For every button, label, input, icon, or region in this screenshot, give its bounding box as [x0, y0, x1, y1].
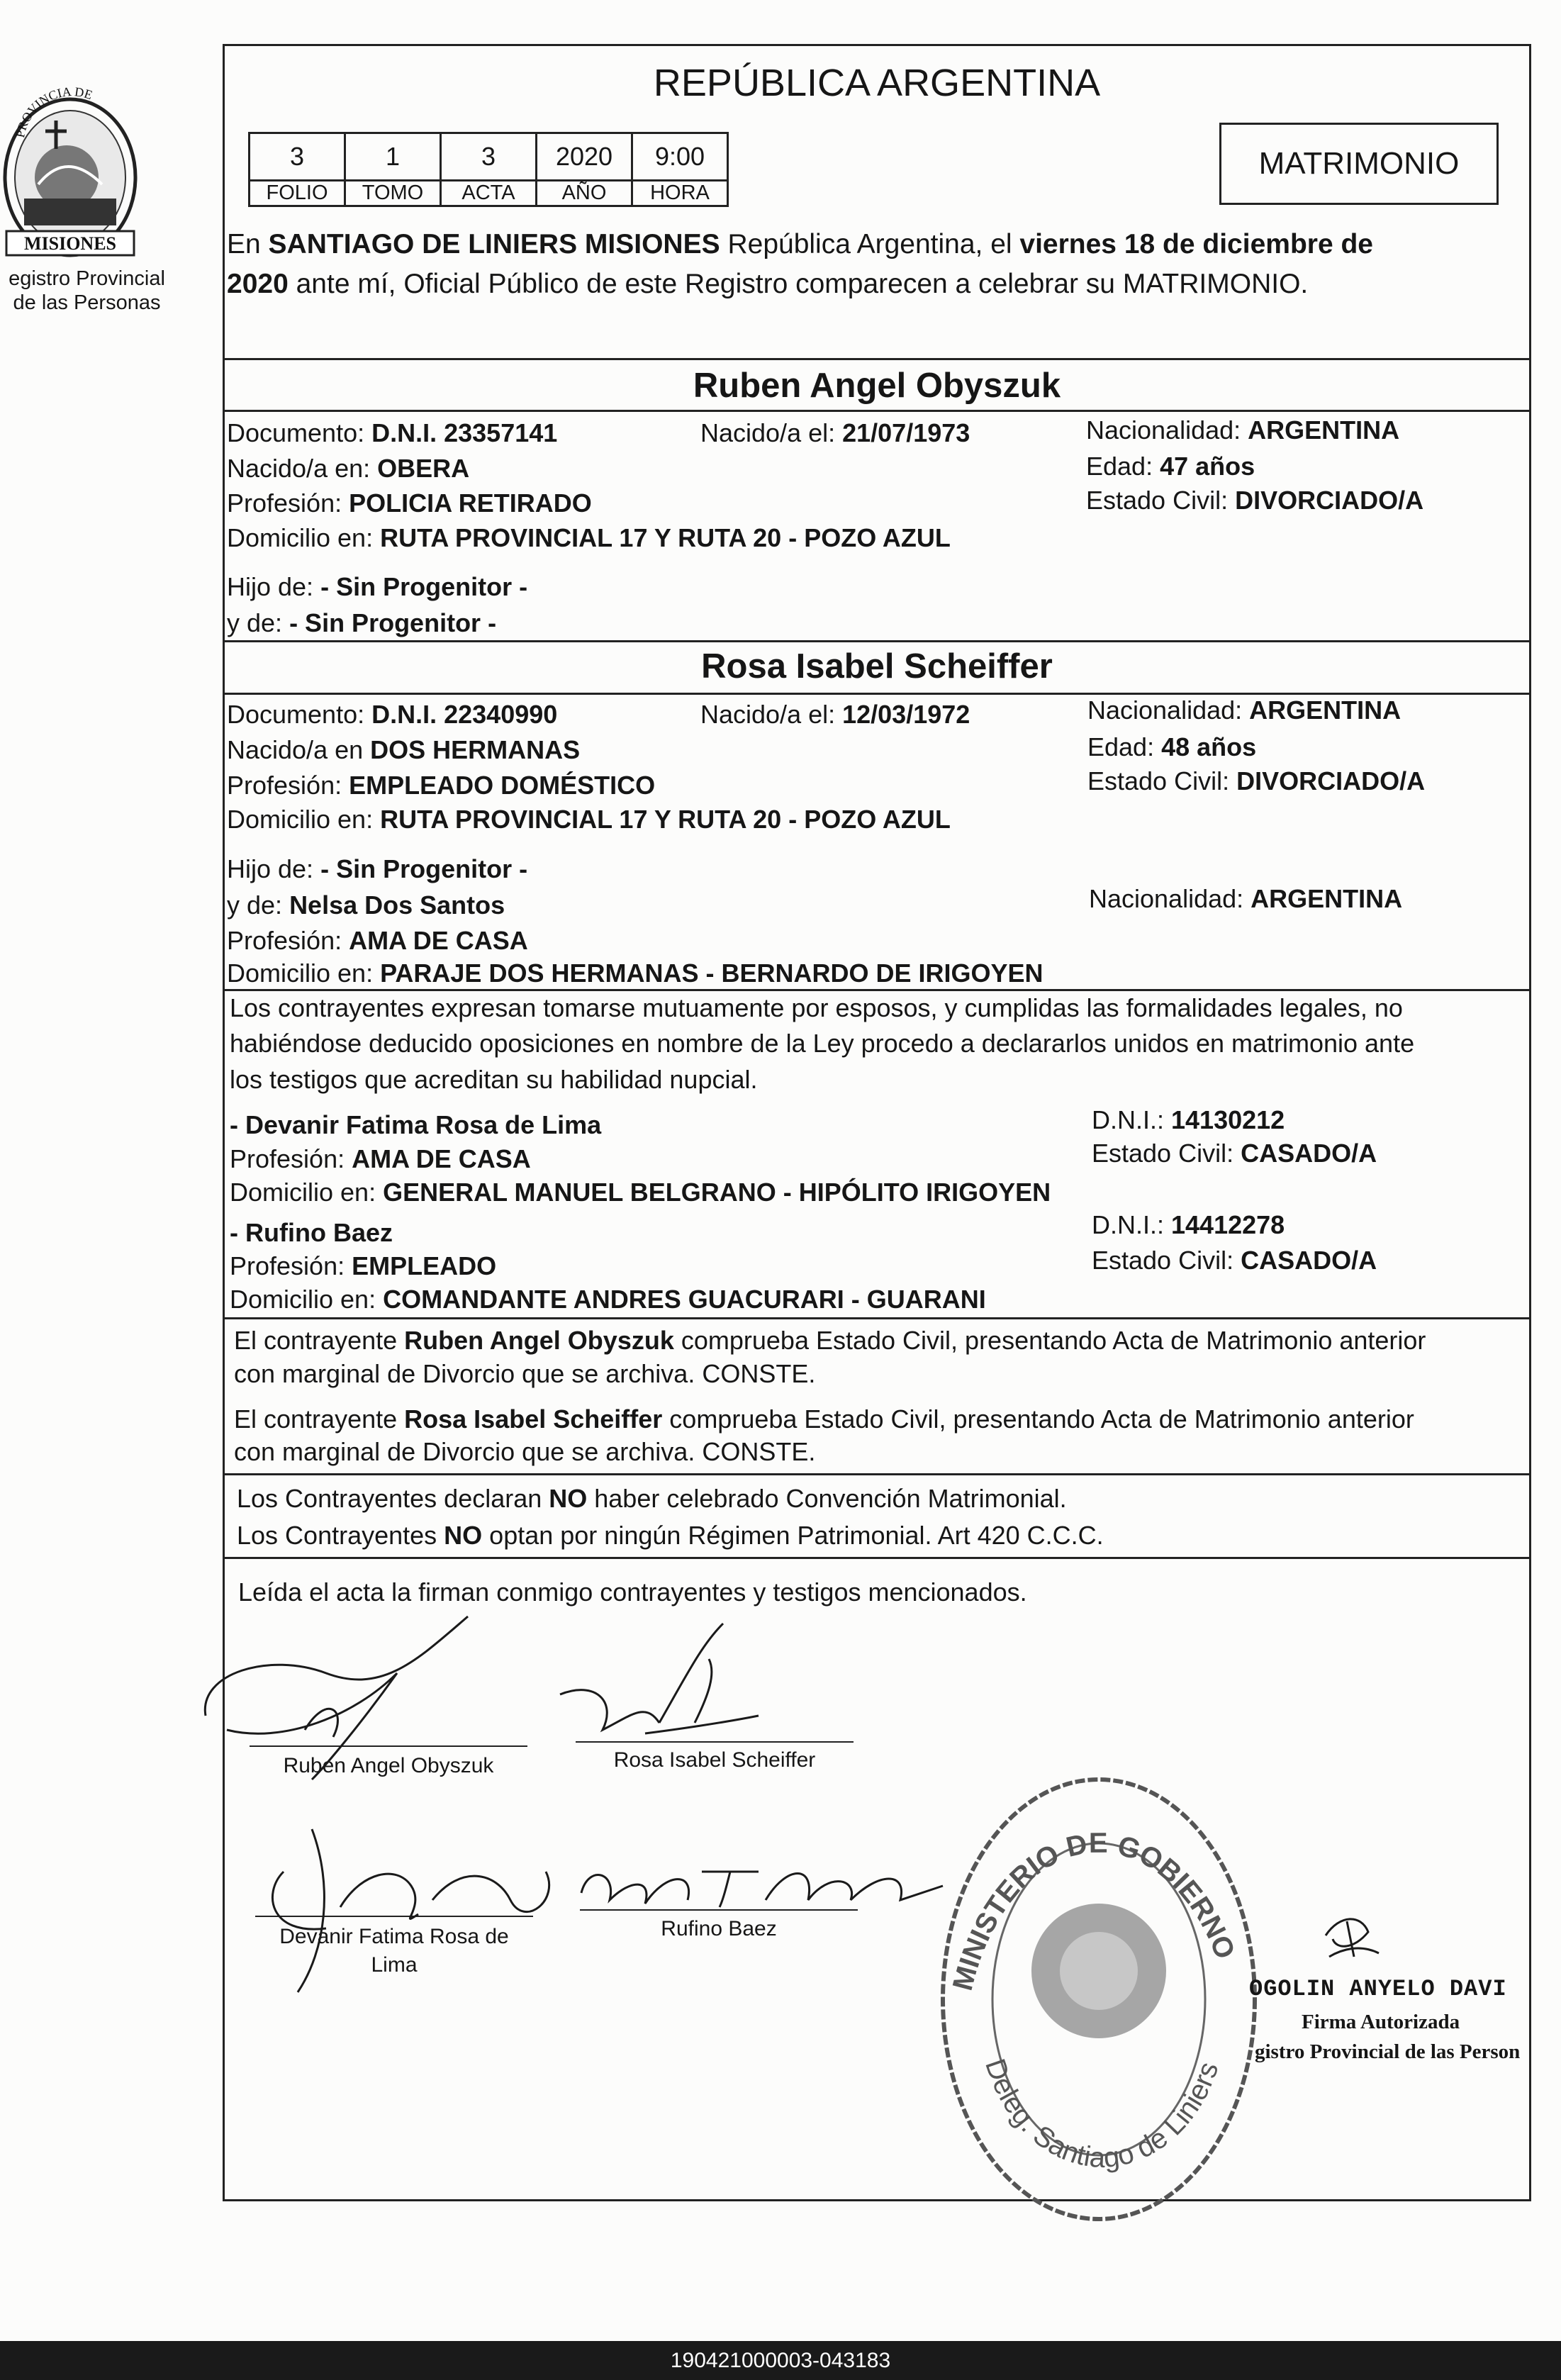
- bride-mother-address: [227, 961, 1044, 986]
- bride-signature: [553, 1616, 766, 1751]
- groom-birthdate: [700, 420, 970, 446]
- proof-text: El contrayente: [234, 1404, 405, 1434]
- witness1-signature: [241, 1787, 574, 1999]
- field-value: ARGENTINA: [1248, 415, 1400, 445]
- proof-text: El contrayente: [234, 1326, 405, 1355]
- field-label: Nacido/a en:: [227, 454, 378, 483]
- divider: [223, 693, 1531, 695]
- seal-top-text: MINISTERIO DE GOBIERNO: [946, 1827, 1241, 1994]
- divider: [223, 410, 1531, 412]
- official-office: gistro Provincial de las Person: [1255, 2040, 1521, 2063]
- declaration-line-1: Los contrayentes expresan tomarse mutuamente por esposos, y cumplidas las formalidades legales, no: [230, 993, 1403, 1022]
- logo-arc-text: PROVINCIA DE: [13, 84, 94, 139]
- witness2-signature-label: Rufino Baez: [661, 1917, 777, 1940]
- intro-line-2: [227, 263, 1308, 306]
- intro-place: SANTIAGO DE LINIERS MISIONES: [268, 229, 720, 259]
- field-value: DOS HERMANAS: [370, 735, 581, 764]
- divider: [223, 989, 1531, 991]
- divider: [223, 1557, 1531, 1559]
- intro-date: viernes 18 de diciembre de: [1019, 229, 1373, 259]
- svg-text:Deleg. Santiago de Liniers: [979, 2055, 1224, 2174]
- field-value: - Rufino Baez: [230, 1218, 393, 1247]
- declaration-line-2: habiéndose deducido oposiciones en nombre de la Ley procedo a declararlos unidos en matrimonio ante: [230, 1029, 1415, 1058]
- field-value: 12/03/1972: [842, 700, 970, 729]
- field-value: - Sin Progenitor -: [320, 854, 528, 883]
- record-type-box: MATRIMONIO: [1219, 123, 1499, 205]
- field-label: Nacionalidad:: [1089, 884, 1251, 913]
- tomo-value: 1: [345, 133, 441, 181]
- field-value: 21/07/1973: [842, 418, 970, 447]
- field-value: Nelsa Dos Santos: [289, 890, 505, 920]
- groom-name-title: Ruben Angel Obyszuk: [693, 367, 1061, 405]
- field-value: - Devanir Fatima Rosa de Lima: [230, 1110, 602, 1139]
- hora-label: HORA: [632, 181, 728, 206]
- bride-name-title: Rosa Isabel Scheiffer: [701, 647, 1053, 686]
- field-value: AMA DE CASA: [352, 1144, 531, 1173]
- regime-text: haber celebrado Convención Matrimonial.: [587, 1484, 1067, 1513]
- field-label: Domicilio en:: [230, 1285, 384, 1314]
- groom-nationality: [1086, 415, 1400, 445]
- field-value: PARAJE DOS HERMANAS - BERNARDO DE IRIGOYEN: [380, 959, 1044, 988]
- witness1-signature-label-line1: Devanir Fatima Rosa de: [279, 1925, 509, 1948]
- groom-profession: [227, 488, 592, 518]
- witness1-profession: [230, 1146, 531, 1172]
- groom-address: [227, 525, 951, 551]
- field-label: D.N.I.:: [1092, 1210, 1172, 1239]
- field-label: Documento:: [227, 700, 372, 729]
- field-label: Hijo de:: [227, 854, 321, 883]
- regime-emphasis: NO: [444, 1521, 483, 1550]
- groom-proof-line-1: [234, 1328, 1426, 1353]
- field-value: - Sin Progenitor -: [289, 608, 497, 637]
- field-value: RUTA PROVINCIAL 17 Y RUTA 20 - POZO AZUL: [380, 805, 951, 834]
- folio-value: 3: [250, 133, 345, 181]
- field-label: Nacido/a en: [227, 735, 371, 764]
- field-value: D.N.I. 22340990: [371, 700, 558, 729]
- field-label: Estado Civil:: [1086, 486, 1236, 515]
- record-index-table: [248, 132, 729, 207]
- logo-caption: [0, 267, 174, 315]
- field-label: Profesión:: [227, 926, 349, 955]
- field-label: Documento:: [227, 418, 372, 447]
- proof-text: comprueba Estado Civil, presentando Acta de Matrimonio anterior: [673, 1326, 1426, 1355]
- groom-proof-line-2: con marginal de Divorcio que se archiva. CONSTE.: [234, 1359, 816, 1388]
- field-value: POLICIA RETIRADO: [349, 488, 592, 518]
- intro-text: República Argentina, el: [720, 229, 1020, 259]
- witness1-signature-label-line2: Lima: [371, 1953, 418, 1977]
- bride-address: [227, 807, 951, 832]
- folio-label: FOLIO: [250, 181, 345, 206]
- scan-footer-bar: [0, 2341, 1561, 2380]
- intro-line-1: [227, 223, 1373, 266]
- field-value: 48 años: [1161, 732, 1257, 761]
- bride-mother: [227, 890, 505, 920]
- groom-age: [1086, 454, 1255, 479]
- official-initials-signature: [1319, 1907, 1382, 1964]
- field-label: Profesión:: [227, 771, 349, 800]
- field-label: Domicilio en:: [230, 1178, 384, 1207]
- bride-age: [1087, 734, 1256, 760]
- field-value: CASADO/A: [1241, 1246, 1377, 1275]
- record-values-row: [250, 133, 728, 181]
- field-label: Hijo de:: [227, 572, 321, 601]
- intro-year: 2020: [227, 269, 289, 299]
- field-label: Estado Civil:: [1087, 766, 1237, 795]
- intro-text: ante mí, Oficial Público de este Registro comparecen a celebrar su MATRIMONIO.: [288, 269, 1309, 299]
- anio-value: 2020: [537, 133, 632, 181]
- witness2-address: [230, 1287, 986, 1312]
- field-value: OBERA: [377, 454, 470, 483]
- field-label: Profesión:: [230, 1144, 352, 1173]
- groom-birthplace: [227, 456, 469, 481]
- logo-caption-line1: egistro Provincial: [9, 267, 165, 290]
- regime-text: Los Contrayentes: [237, 1521, 444, 1550]
- field-value: ARGENTINA: [1251, 884, 1403, 913]
- field-label: Nacionalidad:: [1087, 695, 1250, 725]
- bride-nationality: [1087, 695, 1401, 725]
- field-value: DIVORCIADO/A: [1236, 766, 1426, 795]
- field-value: 14130212: [1171, 1105, 1285, 1134]
- field-value: GENERAL MANUEL BELGRANO - HIPÓLITO IRIGOYEN: [383, 1178, 1051, 1207]
- regime-emphasis: NO: [549, 1484, 588, 1513]
- field-label: Nacido/a el:: [700, 700, 843, 729]
- bride-birthplace: [227, 737, 580, 763]
- bride-mother-nationality: [1089, 886, 1402, 912]
- groom-mother: [227, 610, 496, 636]
- acta-value: 3: [441, 133, 537, 181]
- regime-text: Los Contrayentes declaran: [237, 1484, 549, 1513]
- field-value: - Sin Progenitor -: [320, 572, 528, 601]
- groom-document: [227, 420, 557, 446]
- field-value: D.N.I. 23357141: [371, 418, 558, 447]
- document-code: 190421000003-043183: [670, 2349, 891, 2372]
- intro-text: En: [227, 229, 269, 259]
- groom-civil-status: [1086, 488, 1423, 513]
- anio-label: AÑO: [537, 181, 632, 206]
- bride-profession: [227, 773, 655, 798]
- field-label: Domicilio en:: [227, 805, 381, 834]
- regime-line-1: [237, 1486, 1067, 1512]
- field-label: Estado Civil:: [1092, 1139, 1241, 1168]
- field-value: AMA DE CASA: [349, 926, 528, 955]
- bride-signature-label: Rosa Isabel Scheiffer: [613, 1748, 816, 1772]
- field-label: y de:: [227, 890, 290, 920]
- official-role: Firma Autorizada: [1302, 2011, 1460, 2033]
- field-label: Estado Civil:: [1092, 1246, 1241, 1275]
- witness2-profession: [230, 1253, 496, 1279]
- logo-caption-line2: de las Personas: [13, 291, 161, 314]
- proof-name: Ruben Angel Obyszuk: [404, 1326, 674, 1355]
- regime-text: optan por ningún Régimen Patrimonial. Art 420 C.C.C.: [482, 1521, 1104, 1550]
- field-label: Domicilio en:: [227, 959, 381, 988]
- regime-line-2: [237, 1523, 1104, 1548]
- groom-signature: [184, 1588, 482, 1787]
- closing-statement: Leída el acta la firman conmigo contrayentes y testigos mencionados.: [238, 1577, 1027, 1607]
- witness2-dni: [1092, 1212, 1285, 1238]
- proof-name: Rosa Isabel Scheiffer: [404, 1404, 663, 1434]
- hora-value: 9:00: [632, 133, 728, 181]
- field-label: Domicilio en:: [227, 523, 381, 552]
- field-label: Profesión:: [230, 1251, 352, 1280]
- divider: [223, 640, 1531, 642]
- witness2-name: [230, 1220, 393, 1246]
- province-seal-logo: [0, 71, 145, 262]
- record-labels-row: [250, 181, 728, 206]
- witness1-address: [230, 1180, 1051, 1205]
- official-name: OGOLIN ANYELO DAVI: [1249, 1976, 1507, 2002]
- field-value: 14412278: [1171, 1210, 1285, 1239]
- divider: [223, 1473, 1531, 1475]
- document-title: REPÚBLICA ARGENTINA: [653, 62, 1101, 104]
- field-value: 47 años: [1160, 452, 1255, 481]
- bride-civil-status: [1087, 766, 1426, 795]
- bride-document: [227, 702, 557, 727]
- field-value: EMPLEADO: [352, 1251, 497, 1280]
- declaration-line-3: los testigos que acreditan su habilidad nupcial.: [230, 1065, 758, 1094]
- groom-father: [227, 574, 527, 600]
- field-label: Profesión:: [227, 488, 349, 518]
- proof-text: comprueba Estado Civil, presentando Acta de Matrimonio anterior: [662, 1404, 1414, 1434]
- field-value: RUTA PROVINCIAL 17 Y RUTA 20 - POZO AZUL: [380, 523, 951, 552]
- bride-mother-profession: [227, 928, 528, 954]
- logo-banner-text: MISIONES: [23, 233, 117, 254]
- ministry-seal-stamp: [922, 1758, 1276, 2233]
- bride-birthdate: [700, 702, 970, 727]
- field-value: EMPLEADO DOMÉSTICO: [349, 771, 656, 800]
- seal-bottom-text: Deleg. Santiago de Liniers: [979, 2055, 1225, 2174]
- field-label: Edad:: [1087, 732, 1162, 761]
- bride-proof-line-1: [234, 1404, 1414, 1434]
- field-value: ARGENTINA: [1249, 695, 1401, 725]
- witness1-civil-status: [1092, 1141, 1377, 1166]
- field-value: COMANDANTE ANDRES GUACURARI - GUARANI: [383, 1285, 986, 1314]
- witness2-signature: [574, 1843, 950, 1921]
- groom-signature-label: Ruben Angel Obyszuk: [283, 1754, 494, 1777]
- field-value: DIVORCIADO/A: [1235, 486, 1424, 515]
- witness1-dni: [1092, 1107, 1285, 1133]
- tomo-label: TOMO: [345, 181, 441, 206]
- acta-label: ACTA: [441, 181, 537, 206]
- witness1-name: [230, 1112, 601, 1138]
- bride-father: [227, 856, 527, 882]
- field-label: Nacido/a el:: [700, 418, 843, 447]
- witness2-civil-status: [1092, 1248, 1377, 1273]
- bride-proof-line-2: con marginal de Divorcio que se archiva. CONSTE.: [234, 1437, 816, 1466]
- field-label: D.N.I.:: [1092, 1105, 1172, 1134]
- divider: [223, 1317, 1531, 1319]
- field-value: CASADO/A: [1241, 1139, 1377, 1168]
- field-label: Edad:: [1086, 452, 1160, 481]
- divider: [223, 358, 1531, 360]
- field-label: Nacionalidad:: [1086, 415, 1248, 445]
- field-label: y de:: [227, 608, 290, 637]
